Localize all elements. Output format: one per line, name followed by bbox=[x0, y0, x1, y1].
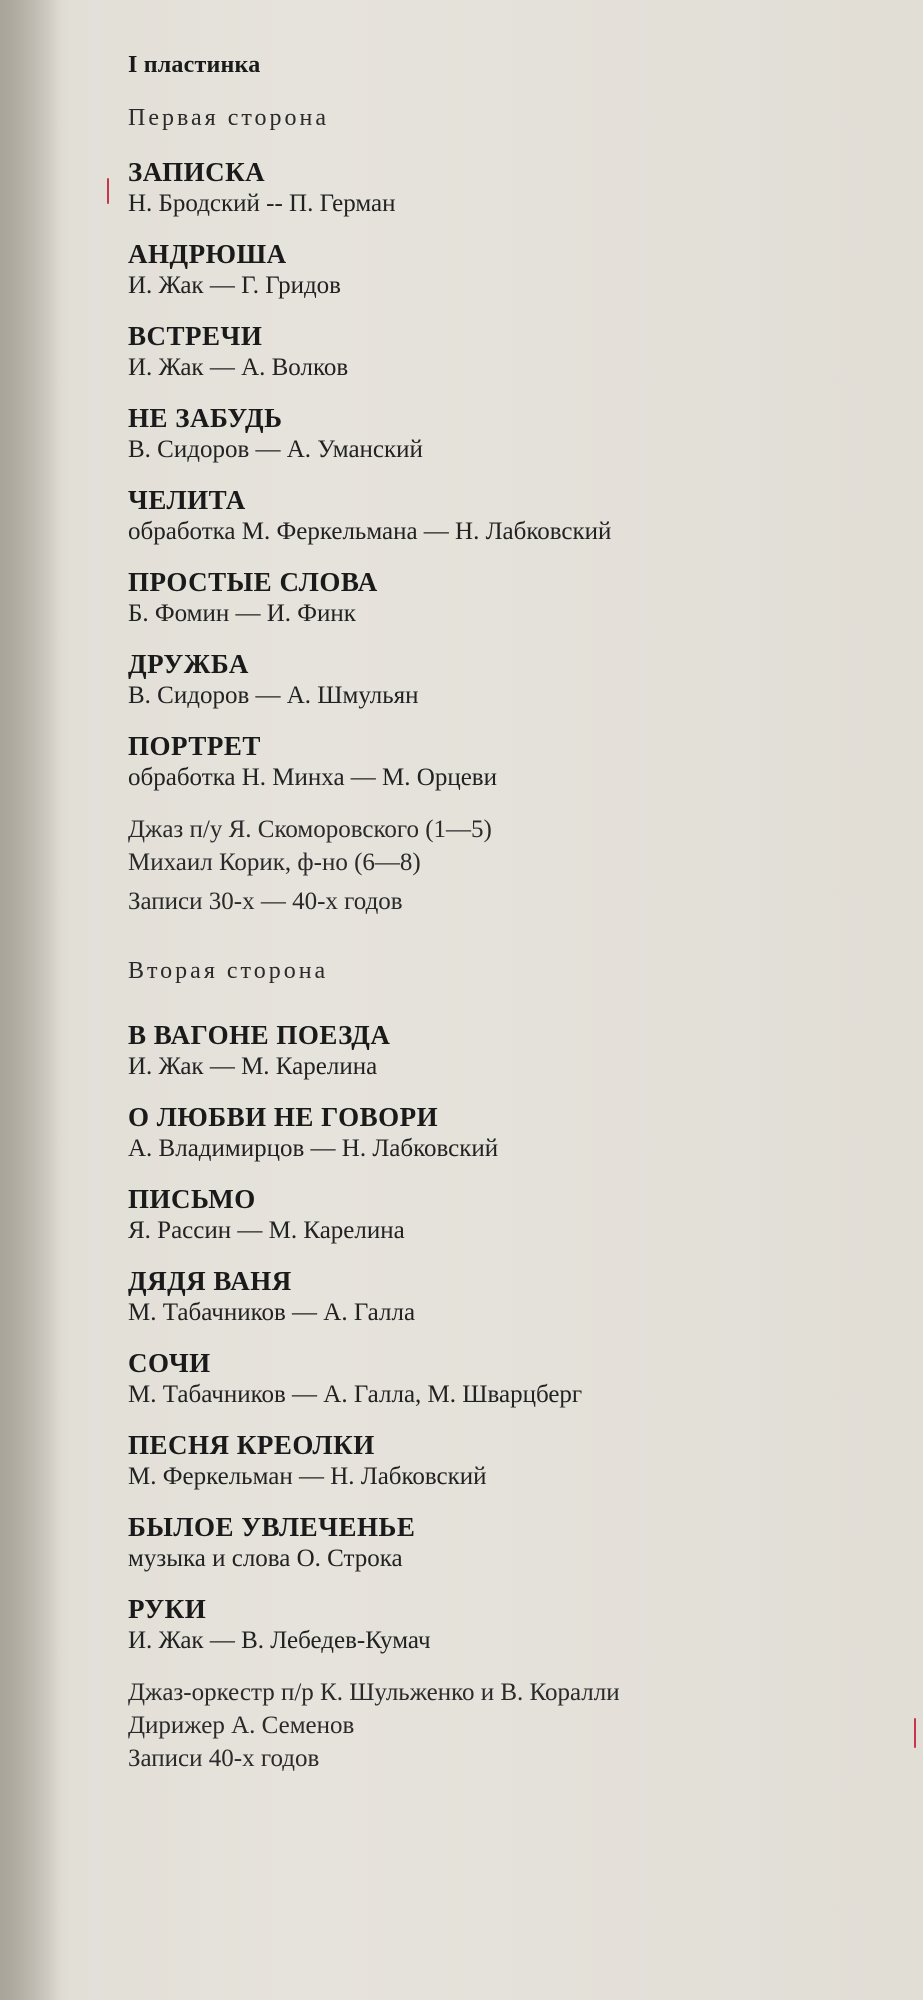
performer-note: Джаз-оркестр п/р К. Шульженко и В. Коралли bbox=[128, 1679, 620, 1706]
track-title: БЫЛОЕ УВЛЕЧЕНЬЕ bbox=[128, 1512, 416, 1542]
track-title: ВСТРЕЧИ bbox=[128, 321, 263, 351]
track-credit: В. Сидоров — А. Шмульян bbox=[128, 682, 419, 709]
track-item bbox=[128, 1265, 908, 1328]
side-b-notes bbox=[128, 1676, 908, 1775]
track-item bbox=[128, 1347, 908, 1410]
track-title: АНДРЮША bbox=[128, 239, 287, 269]
track-credit: музыка и слова О. Строка bbox=[128, 1545, 403, 1572]
track-credit: Б. Фомин — И. Финк bbox=[128, 600, 356, 627]
track-title: ПОРТРЕТ bbox=[128, 731, 261, 761]
track-item bbox=[128, 1593, 908, 1656]
conductor-note: Дирижер А. Семенов bbox=[128, 1712, 355, 1739]
recording-note: Записи 30-х — 40-х годов bbox=[128, 888, 403, 915]
tracklist bbox=[128, 52, 908, 1781]
track-title: ЗАПИСКА bbox=[128, 157, 266, 187]
track-item bbox=[128, 1429, 908, 1492]
track-item bbox=[128, 1183, 908, 1246]
track-title: ДРУЖБА bbox=[128, 649, 249, 679]
track-item bbox=[128, 1511, 908, 1574]
track-item bbox=[128, 238, 908, 301]
track-credit: обработка М. Феркельмана — Н. Лабковский bbox=[128, 518, 612, 545]
track-credit: М. Феркельман — Н. Лабковский bbox=[128, 1463, 487, 1490]
track-item bbox=[128, 1101, 908, 1164]
track-credit: И. Жак — А. Волков bbox=[128, 354, 349, 381]
track-credit: М. Табачников — А. Галла bbox=[128, 1299, 416, 1326]
performer-note: Михаил Корик, ф-но (6—8) bbox=[128, 849, 421, 876]
track-item bbox=[128, 1019, 908, 1082]
side-a-label: Первая сторона bbox=[128, 105, 330, 131]
track-credit: И. Жак — Г. Гридов bbox=[128, 272, 341, 299]
recording-note: Записи 40-х годов bbox=[128, 1745, 320, 1772]
side-a-notes bbox=[128, 813, 908, 918]
side-b-label: Вторая сторона bbox=[128, 958, 329, 984]
track-credit: Я. Рассин — М. Карелина bbox=[128, 1217, 405, 1244]
pen-mark bbox=[107, 178, 109, 204]
performer-note: Джаз п/у Я. Скоморовского (1—5) bbox=[128, 816, 492, 843]
track-credit: обработка Н. Минха — М. Орцеви bbox=[128, 764, 497, 791]
track-item bbox=[128, 648, 908, 711]
track-title: О ЛЮБВИ НЕ ГОВОРИ bbox=[128, 1102, 439, 1132]
track-credit: И. Жак — В. Лебедев-Кумач bbox=[128, 1627, 431, 1654]
track-title: ПЕСНЯ КРЕОЛКИ bbox=[128, 1430, 375, 1460]
track-credit: Н. Бродский -- П. Герман bbox=[128, 190, 396, 217]
track-title: РУКИ bbox=[128, 1594, 207, 1624]
track-item bbox=[128, 320, 908, 383]
track-title: ЧЕЛИТА bbox=[128, 485, 246, 515]
track-item bbox=[128, 566, 908, 629]
page-gutter-shadow bbox=[0, 0, 60, 2000]
track-title: В ВАГОНЕ ПОЕЗДА bbox=[128, 1020, 391, 1050]
track-title: НЕ ЗАБУДЬ bbox=[128, 403, 283, 433]
track-item bbox=[128, 402, 908, 465]
disc-label: I пластинка bbox=[128, 52, 261, 78]
track-credit: М. Табачников — А. Галла, М. Шварцберг bbox=[128, 1381, 583, 1408]
track-item bbox=[128, 730, 908, 793]
track-title: СОЧИ bbox=[128, 1348, 211, 1378]
track-item bbox=[128, 156, 908, 219]
track-credit: А. Владимирцов — Н. Лабковский bbox=[128, 1135, 499, 1162]
track-credit: И. Жак — М. Карелина bbox=[128, 1053, 378, 1080]
pen-mark bbox=[914, 1718, 916, 1748]
track-credit: В. Сидоров — А. Уманский bbox=[128, 436, 423, 463]
track-item bbox=[128, 484, 908, 547]
track-title: ПИСЬМО bbox=[128, 1184, 256, 1214]
track-title: ДЯДЯ ВАНЯ bbox=[128, 1266, 292, 1296]
track-title: ПРОСТЫЕ СЛОВА bbox=[128, 567, 378, 597]
